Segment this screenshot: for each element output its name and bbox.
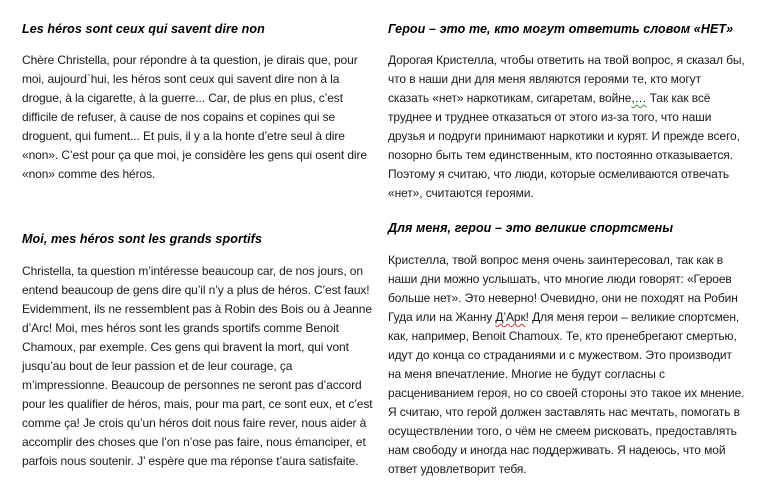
russian-paragraph-2 [388, 251, 745, 479]
paragraph-text: Так как всё труднее и труднее отказаться от этого из-за того, что наши друзья и подруги принимают наркотики и курят. И прежде всего, позорно быть тем единственным, кто постоянно отказывается. Поэтому я считаю, что люди, которые осмеливаются отвечать «нет», считаются героями. [388, 91, 740, 200]
russian-paragraph-1 [388, 51, 745, 203]
russian-column [388, 0, 745, 479]
russian-heading-2: Для меня, герои – это великие спортсмены [388, 221, 674, 235]
spellcheck-squiggle-text: Д’Арк [495, 310, 526, 324]
paragraph-text: Дорогая Кристелла, чтобы ответить на твой вопрос, я сказал бы, что в наши дни для меня являются героями те, кто могут сказать «нет» наркотикам, сигаретам, войне [388, 53, 745, 105]
grammar-squiggle-text: ,… [631, 91, 647, 105]
french-heading-1: Les héros sont ceux qui savent dire non [22, 22, 265, 36]
russian-heading-1: Герои – это те, кто могут ответить словом «НЕТ» [388, 22, 734, 36]
french-paragraph-1: Chère Christella, pour répondre à ta question, je dirais que, pour moi, aujourd`hui, les héros sont ceux qui savent dire non à la drogue, à la cigarette, à la guerre... Car, de plus en plus, c’est difficile de refuser, à cause de nos copains et copines qui se droguent, qui fument... Et puis, il y a la honte d’etre seul à dire «non». C’est pour ça que moi, je considère les gens qui osent dire «non» comme des héros. [22, 53, 367, 181]
paragraph-text: ! Для меня герои – великие спортсмен, как, например, Benoit Chamoux. Те, кто пренебрегают смертью, идут до конца со страданиями и с мужеством. Это производит на меня впечатление. Многие не будут согласны с расцениванием героя, но со своей стороны это такое их мнение. Я считаю, что герой должен заставлять нас мечтать, помогать в осуществлении того, о чём не смеем рисковать, предоставлять нам свободу и иногда нас поддерживать. Я надеюсь, что мой ответ удовлетворит тебя. [388, 310, 745, 476]
french-heading-2: Moi, mes héros sont les grands sportifs [22, 232, 263, 246]
french-column [22, 0, 374, 471]
paragraph-text: Кристелла, твой вопрос меня очень заинтересовал, так как в наши дни можно услышать, что многие люди говорят: «Героев больше нет». Это неверно! Очевидно, они не походят на Робин Гуда или на Жанну [388, 253, 738, 324]
french-paragraph-2: Christella, ta question m’intéresse beaucoup car, de nos jours, on entend beaucoup de gens dire qu’il n’y a plus de héros. C’est faux! Evidemment, ils ne ressemblent pas à Robin des Bois ou à Jeanne d’Arc! Moi, mes héros sont les grands sportifs comme Benoit Chamoux, par exemple. Ces gens qui bravent la mort, qui vont jusqu’au bout de leur passion et de leur courage, ça m’impressionne. Beaucoup de personnes ne seront pas d’accord pour les qualifier de héros, mais, pour ma part, ce sont eux, et c’est comme ça! Je crois qu’un héros doit nous faire rever, nous aider à accomplir des choses que l’on n’ose pas faire, nous émanciper, et parfois nous soutenir. J’ espère que ma réponse t’aura satisfaite. [22, 264, 373, 468]
